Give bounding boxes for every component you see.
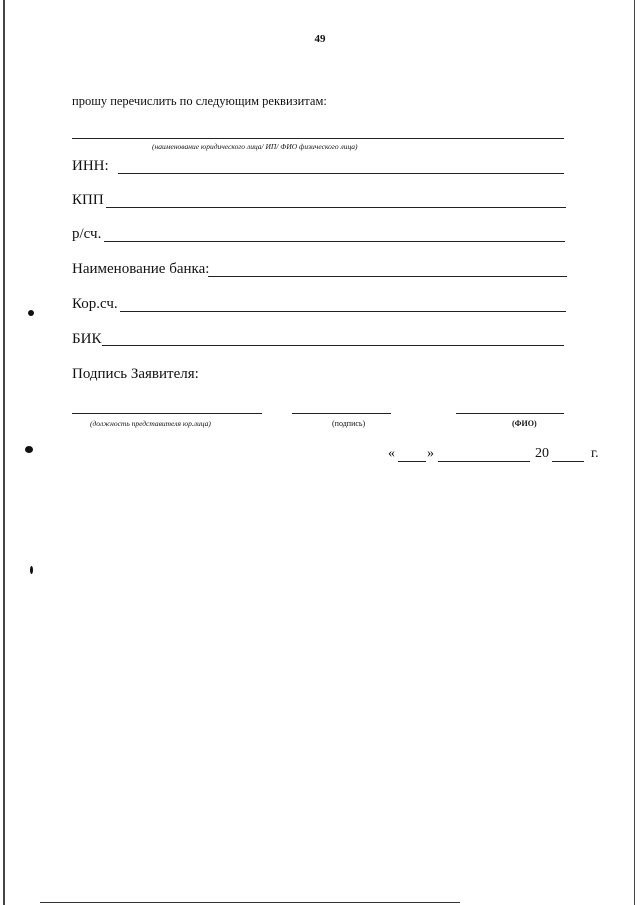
left-scan-edge [3,0,5,905]
full-name-field[interactable] [456,413,564,414]
date-open-quote: « [388,446,395,461]
scan-speck [25,446,33,453]
date-close-quote: » [427,446,434,461]
inn-field[interactable] [118,173,564,174]
full-name-caption: (ФИО) [512,419,537,428]
bottom-rule [40,902,460,903]
inn-label: ИНН: [72,158,109,174]
bank-field[interactable] [208,276,567,277]
scan-speck [30,566,33,574]
kpp-label: КПП [72,192,104,208]
page-number: 49 [314,33,326,45]
date-year-prefix: 20 [535,446,549,461]
bik-label: БИК [72,331,102,347]
account-field[interactable] [104,241,565,242]
org-name-caption: (наименование юридического лица/ ИП/ ФИО физического лица) [152,142,358,151]
date-day-field[interactable] [398,461,426,462]
bank-label: Наименование банка: [72,261,210,277]
right-scan-edge [634,0,635,905]
bik-field[interactable] [102,345,564,346]
signature-caption: (подпись) [332,419,366,428]
scan-speck [28,310,34,316]
position-caption: (должность представителя юр.лица) [90,419,211,428]
signature-field[interactable] [292,413,391,414]
intro-text: прошу перечислить по следующим реквизитам: [72,94,327,108]
kpp-field[interactable] [106,207,566,208]
date-year-suffix: г. [591,446,599,461]
date-year-field[interactable] [552,461,584,462]
corr-account-label: Кор.сч. [72,296,118,312]
corr-account-field[interactable] [120,311,566,312]
signature-label: Подпись Заявителя: [72,366,199,382]
position-field[interactable] [72,413,262,414]
date-month-field[interactable] [438,461,530,462]
account-label: р/сч. [72,226,102,242]
org-name-line[interactable] [72,138,564,139]
